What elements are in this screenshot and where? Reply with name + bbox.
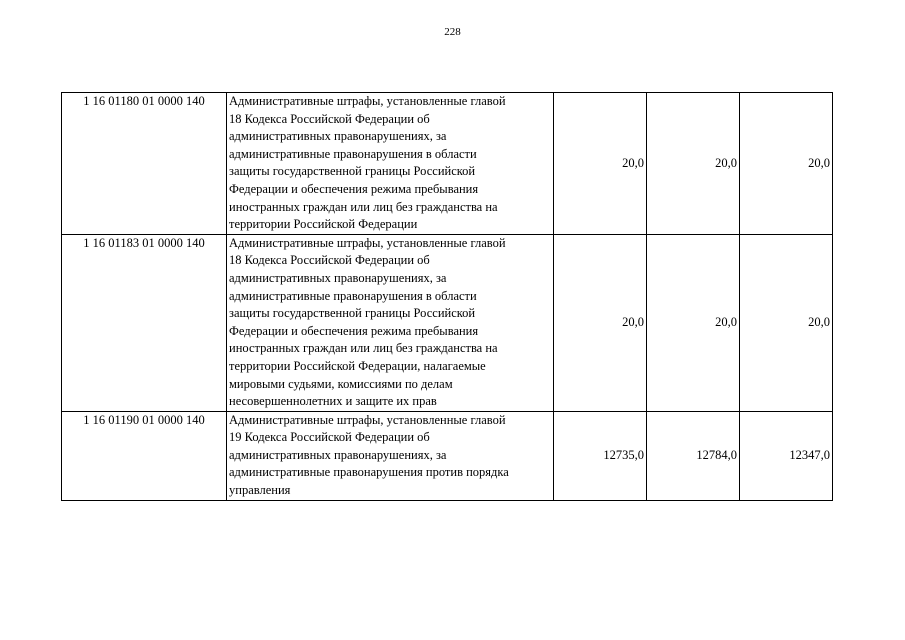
name-line: Административные штрафы, установленные главой (229, 412, 506, 427)
name-line: Административные штрафы, установленные главой (229, 94, 506, 108)
revenue-code-cell: 1 16 01180 01 0000 140 (62, 93, 227, 235)
value-cell-year-1: 20,0 (554, 234, 647, 411)
name-line: территории Российской Федерации, налагаемые (229, 358, 486, 373)
value-cell-year-3: 12347,0 (740, 411, 833, 500)
name-line: Федерации и обеспечения режима пребывания (229, 323, 479, 338)
name-line: защиты государственной границы Российской (229, 306, 476, 321)
name-line: административных правонарушениях, за (229, 270, 447, 285)
revenue-code-cell: 1 16 01190 01 0000 140 (62, 411, 227, 500)
revenue-name-cell (227, 411, 554, 500)
page-number: 228 (444, 26, 461, 38)
name-line: административные правонарушения в области (229, 146, 477, 161)
name-line: Административные штрафы, установленные главой (229, 235, 506, 250)
name-line: Федерации и обеспечения режима пребывания (229, 181, 479, 196)
value-cell-year-1: 20,0 (554, 93, 647, 235)
value-cell-year-2: 20,0 (647, 234, 740, 411)
value-cell-year-3: 20,0 (740, 93, 833, 235)
name-line: административные правонарушения против порядка (229, 465, 509, 480)
name-line: 19 Кодекса Российской Федерации об (229, 430, 430, 445)
name-line: административных правонарушениях, за (229, 129, 447, 144)
value-cell-year-1: 12735,0 (554, 411, 647, 500)
table-row (62, 93, 833, 235)
revenue-name-cell (227, 93, 554, 235)
name-line: защиты государственной границы Российской (229, 164, 476, 179)
value-cell-year-2: 20,0 (647, 93, 740, 235)
name-line: мировыми судьями, комиссиями по делам (229, 376, 453, 391)
table-row (62, 234, 833, 411)
revenue-name-cell (227, 234, 554, 411)
budget-revenue-table (61, 92, 833, 501)
name-line: 18 Кодекса Российской Федерации об (229, 111, 430, 126)
name-line: управления (229, 483, 291, 498)
revenue-code-cell: 1 16 01183 01 0000 140 (62, 234, 227, 411)
name-line: административные правонарушения в области (229, 288, 477, 303)
name-line: 18 Кодекса Российской Федерации об (229, 253, 430, 268)
value-cell-year-3: 20,0 (740, 234, 833, 411)
table-row (62, 411, 833, 500)
name-line: иностранных граждан или лиц без гражданства на (229, 341, 498, 356)
name-line: административных правонарушениях, за (229, 447, 447, 462)
name-line: иностранных граждан или лиц без гражданства на (229, 199, 498, 214)
name-line: несовершеннолетних и защите их прав (229, 394, 437, 409)
name-line: территории Российской Федерации (229, 217, 418, 232)
value-cell-year-2: 12784,0 (647, 411, 740, 500)
